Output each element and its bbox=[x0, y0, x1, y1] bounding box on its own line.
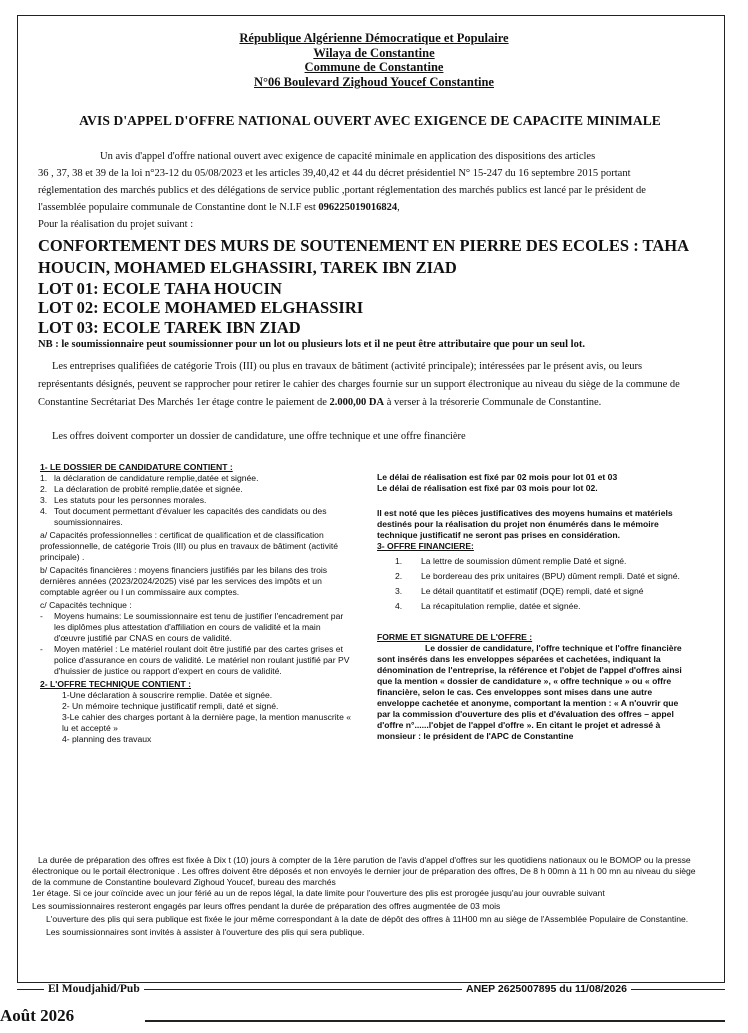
section-2-heading: 2- L'OFFRE TECHNIQUE CONTIENT : bbox=[40, 679, 191, 689]
list-item bbox=[395, 556, 689, 567]
item-text: Les statuts pour les personnes morales. bbox=[54, 495, 207, 505]
offers-composition-text: Les offres doivent comporter un dossier de candidature, une offre technique et une offre financière bbox=[52, 431, 466, 442]
intro-text: 36 , 37, 38 et 39 de la loi n°23-12 du 05/08/2023 et les articles 39,40,42 et 44 du décret présidentiel N° 15-247 du 16 septembre 2015 portant réglementation des marchés publics et des délégations de service public ,portant réglementation des marchés publics est lancé par le président de l'assemblée populaire communale de Constantine dont le N.I.F est bbox=[38, 168, 646, 213]
item-text: La lettre de soumission dûment remplie Daté et signé. bbox=[421, 556, 627, 566]
nb-note: NB : le soumissionnaire peut soumissionner pour un lot ou plusieurs lots et il ne peut être attributaire que pour un seul lot. bbox=[38, 339, 585, 350]
item-text: Le détail quantitatif et estimatif (DQE) rempli, daté et signé bbox=[421, 586, 644, 596]
technical-item: 4- planning des travaux bbox=[62, 734, 152, 744]
engagement-period: Les soumissionnaires resteront engagés par leurs offres pendant la durée de préparation des offres augmentée de 03 mois bbox=[32, 901, 501, 911]
issuer-header bbox=[0, 31, 748, 89]
financial-capacity: b/ Capacités financières : moyens financiers justifiés par les bilans des trois dernières années (2023/2024/2025) visé par les services des impôts et un comptable agréer ou l un commissaire aux comptes. bbox=[40, 565, 328, 597]
left-column bbox=[40, 462, 354, 745]
material-means bbox=[40, 644, 354, 677]
item-number: 4. bbox=[40, 506, 48, 516]
item-text: La récapitulation remplie, datée et signée. bbox=[421, 601, 581, 611]
material-means-text: Moyen matériel : Le matériel roulant doit être justifié par des cartes grises et police d'assurance en cours de validité. Le matériel non roulant justifié par PV d'huissier de justice ou rapport d'expert en cours de validité. bbox=[54, 644, 350, 676]
justification-note: Il est noté que les pièces justificatives des moyens humains et matériels destinés pour la réalisation du projet non énumérés dans le mémoire technique justificatif ne seront pas prises en considération. bbox=[377, 508, 673, 540]
item-number: 2. bbox=[40, 484, 48, 494]
project-title-line-1: CONFORTEMENT DES MURS DE SOUTENEMENT EN PIERRE DES ECOLES : TAHA bbox=[38, 236, 689, 255]
page-rule bbox=[145, 1020, 725, 1022]
opening-session: L'ouverture des plis qui sera publique est fixée le jour même correspondant à la date de dépôt des offres à 11H00 mn au siège de l'Assemblée Populaire de Constantine. bbox=[46, 914, 689, 924]
publication-source: El Moudjahid/Pub bbox=[44, 983, 144, 995]
footer-bar bbox=[0, 983, 748, 997]
intro-paragraph bbox=[38, 148, 694, 233]
list-item bbox=[395, 586, 689, 597]
delay-lot-1-3: Le délai de réalisation est fixé par 02 mois pour lot 01 et 03 bbox=[377, 472, 618, 482]
financial-list bbox=[377, 556, 689, 612]
project-intro: Pour la réalisation du projet suivant : bbox=[38, 219, 194, 230]
offers-composition bbox=[38, 428, 694, 445]
right-column bbox=[377, 472, 689, 742]
section-3-heading: 3- OFFRE FINANCIERE: bbox=[377, 541, 474, 551]
preparation-period: La durée de préparation des offres est fixée à Dix t (10) jours à compter de la 1ère parution de l'avis d'appel d'offres sur les quotidiens nationaux ou le BOMOP ou la presse électronique ou le portail électronique . Les offres doivent être déposés et non envoyés le dernier jour de préparation des offres, De 8 h 00mn à 11 h 00 mn au niveau du siège de la commune de Constantine boulevard Zighoud Youcef, bureau des marchés bbox=[32, 855, 696, 887]
item-text: la déclaration de candidature remplie,datée et signée. bbox=[54, 473, 259, 483]
fee-amount: 2.000,00 DA bbox=[329, 397, 385, 408]
eligibility-end: à verser à la trésorerie Communale de Constantine. bbox=[384, 397, 602, 408]
closing-paragraphs bbox=[32, 855, 704, 938]
address-line: N°06 Boulevard Zighoud Youcef Constantine bbox=[254, 74, 494, 89]
item-number: 3. bbox=[395, 586, 403, 596]
technical-item: 1-Une déclaration à souscrire remplie. Datée et signée. bbox=[62, 690, 273, 700]
intro-end: , bbox=[397, 202, 400, 213]
intro-body bbox=[38, 165, 694, 216]
lot-01: LOT 01: ECOLE TAHA HOUCIN bbox=[38, 279, 282, 298]
human-means-text: Moyens humains: Le soumissionnaire est tenu de justifier l'encadrement par les diplômes plus attestation d'affiliation en cours de validité et la main d'œuvre justifié par CNAS en cours de validité. bbox=[54, 611, 344, 643]
list-item bbox=[395, 601, 689, 612]
anep-reference: ANEP 2625007895 du 11/08/2026 bbox=[462, 983, 631, 995]
section-form-heading: FORME ET SIGNATURE DE L'OFFRE : bbox=[377, 632, 533, 642]
section-1-heading: 1- LE DOSSIER DE CANDIDATURE CONTIENT : bbox=[40, 462, 233, 472]
item-text: La déclaration de probité remplie,datée et signée. bbox=[54, 484, 243, 494]
list-item bbox=[40, 484, 354, 495]
item-number: 1. bbox=[395, 556, 403, 566]
intro-line-1: Un avis d'appel d'offre national ouvert avec exigence de capacité minimale en application des dispositions des articles bbox=[100, 151, 596, 162]
nif-number: 096225019016824 bbox=[318, 202, 398, 213]
delay-lot-2: Le délai de réalisation est fixé par 03 mois pour lot 02. bbox=[377, 483, 598, 493]
invitation: Les soumissionnaires sont invités à assister à l'ouverture des plis qui sera publique. bbox=[46, 927, 365, 937]
item-text: Tout document permettant d'évaluer les capacités des candidats ou des soumissionnaires. bbox=[54, 506, 327, 527]
notice-title: AVIS D'APPEL D'OFFRE NATIONAL OUVERT AVEC EXIGENCE DE CAPACITE MINIMALE bbox=[79, 113, 661, 128]
item-number: 1. bbox=[40, 473, 48, 483]
eligibility-text: Les entreprises qualifiées de catégorie Trois (III) ou plus en travaux de bâtiment (activité principale); intéressées par le présent avis, ou leurs représentants désignés, peuvent se rapprocher pour retirer le cahier des charges fournie sur un support électronique au niveau du siège de la commune de Constantine Secrétariat Des Marchés 1er étage contre le paiement de bbox=[38, 361, 680, 408]
item-number: 3. bbox=[40, 495, 48, 505]
eligibility-paragraph bbox=[38, 358, 694, 412]
lot-03: LOT 03: ECOLE TAREK IBN ZIAD bbox=[38, 318, 301, 337]
item-text: Le bordereau des prix unitaires (BPU) dûment rempli. Daté et signé. bbox=[421, 571, 680, 581]
page-date: Août 2026 bbox=[0, 1006, 75, 1025]
professional-capacity: a/ Capacités professionnelles : certificat de qualification et de classification professionnelle, de catégorie Trois (III) ou plus en travaux de bâtiment (activité principale) . bbox=[40, 530, 339, 562]
bullet: - bbox=[40, 611, 43, 621]
item-number: 4. bbox=[395, 601, 403, 611]
form-signature-text: Le dossier de candidature, l'offre technique et l'offre financière sont insérés dans les enveloppes séparées et cachetées, indiquant la dénomination de l'entreprise, la référence et l'objet de l'appel d'offres ainsi que la mention « dossier de candidature », « offre technique » ou « offre financière, selon le cas. Ces enveloppes sont mises dans une autre enveloppe cachetée et anonyme, comportant la mention : « A n'ouvrir que par la commission d'ouverture des plis et d'évaluation des offres – appel d'offre n°......l'objet de l'appel d'offre ». En citant le projet et adressé à monsieur : le président de l'APC de Constantine bbox=[377, 643, 682, 741]
list-item bbox=[40, 473, 354, 484]
technical-item: 2- Un mémoire technique justificatif rempli, daté et signé. bbox=[62, 701, 279, 711]
item-number: 2. bbox=[395, 571, 403, 581]
lot-02: LOT 02: ECOLE MOHAMED ELGHASSIRI bbox=[38, 298, 364, 317]
list-item bbox=[40, 495, 354, 506]
human-means bbox=[40, 611, 354, 644]
list-item bbox=[395, 571, 689, 582]
technical-item: 3-Le cahier des charges portant à la dernière page, la mention manuscrite « lu et accepté » bbox=[62, 712, 352, 733]
holiday-rule: 1er étage. Si ce jour coïncide avec un jour férié au un de repos légal, la date limite pour l'ouverture des plis est prorogée jusqu'au jour ouvrable suivant bbox=[32, 888, 605, 898]
wilaya-line: Wilaya de Constantine bbox=[313, 45, 435, 60]
technical-capacity: c/ Capacités technique : bbox=[40, 600, 132, 610]
bullet: - bbox=[40, 644, 43, 654]
list-item bbox=[40, 506, 354, 528]
republic-line: République Algérienne Démocratique et Populaire bbox=[239, 31, 509, 45]
commune-line: Commune de Constantine bbox=[304, 60, 444, 74]
project-title-line-2: HOUCIN, MOHAMED ELGHASSIRI, TAREK IBN ZIAD bbox=[38, 258, 457, 277]
